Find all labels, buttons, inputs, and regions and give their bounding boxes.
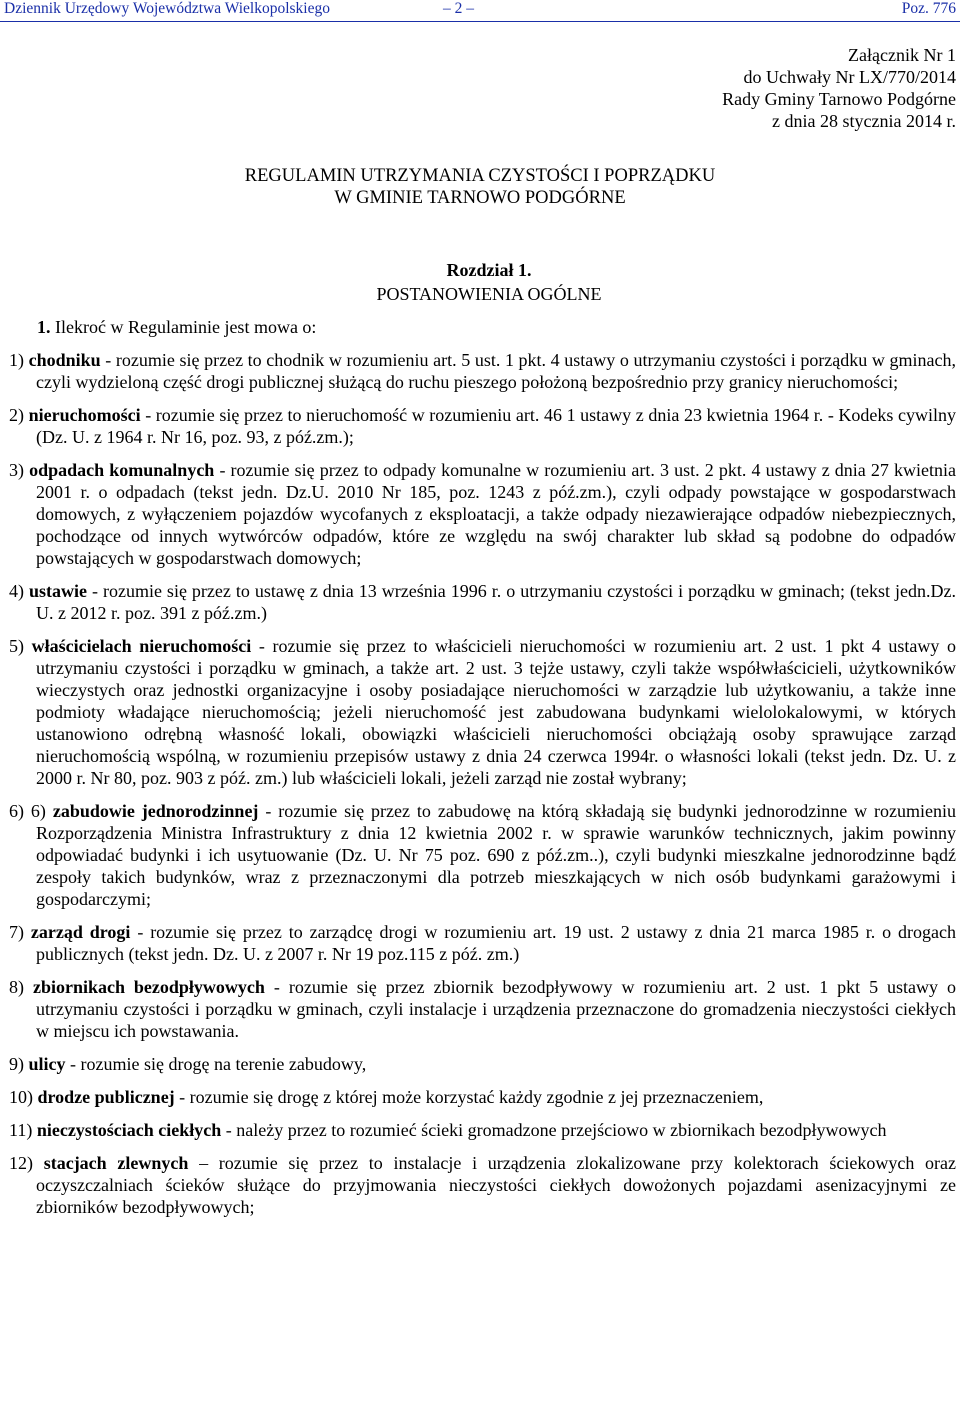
definition-number: 10) bbox=[9, 1087, 33, 1107]
definition-number: 9) bbox=[9, 1054, 24, 1074]
definition-term: zarząd drogi bbox=[30, 922, 131, 942]
definition-text: - rozumie się przez to właścicieli nieruchomości w rozumieniu art. 2 ust. 1 pkt 4 ustawy o utrzymaniu czystości i porządku w gminach, a także art. 2 ust. 3 tejże ustawy, czyli także współwłaścicieli, użytkowników wieczystych oraz jednostki organizacyjne i osoby posiadające nieruchomości w zarządzie lub użytkowaniu, a także inne podmioty władające nieruchomością; jeżeli nieruchomość jest zabudowana budynkami wielolokalowymi, w których ustanowiono odrębną własność lokali, obowiązki właścicieli nieruchomości obciążają osoby sprawujące zarząd nieruchomością wspólną, w rozumieniu przepisów ustawy z dnia 24 czerwca 1994r. o własności lokali (tekst jedn. Dz. U. z 2000 r. Nr 80, poz. 903 z póź. zm.) lub właścicieli lokali, jeżeli zarząd nie został wybrany; bbox=[36, 636, 957, 788]
definition-term: drodze publicznej bbox=[37, 1087, 175, 1107]
definition-text: - rozumie się przez to ustawę z dnia 13 września 1996 r. o utrzymaniu czystości i porządku w gminach; (tekst jedn.Dz. U. z 2012 r. poz. 391 z póź.zm.) bbox=[36, 581, 956, 623]
definition-term: chodniku bbox=[28, 350, 101, 370]
definition-text: - rozumie się przez to zarządcę drogi w rozumieniu art. 19 ust. 2 ustawy z dnia 21 marca 1985 r. o drogach publicznych (tekst jedn. Dz. U. z 2007 r. Nr 19 poz.115 z póź. zm.) bbox=[36, 922, 957, 964]
page-number: – 2 – bbox=[443, 0, 474, 17]
definition-item bbox=[0, 635, 960, 789]
journal-title: Dziennik Urzędowy Województwa Wielkopolskiego bbox=[4, 0, 330, 17]
definition-text: - rozumie się przez to chodnik w rozumieniu art. 5 ust. 1 pkt. 4 ustawy o utrzymaniu czystości i porządku w gminach, czyli wydzieloną część drogi publicznej służącą do ruchu pieszego położoną bezpośrednio przy granicy nieruchomości; bbox=[36, 350, 956, 392]
definition-item bbox=[0, 1119, 960, 1141]
page-header bbox=[0, 0, 960, 20]
definition-text: - należy przez to rozumieć ścieki gromadzone przejściowo w zbiornikach bezodpływowych bbox=[221, 1120, 887, 1140]
definition-text: - rozumie się drogę na terenie zabudowy, bbox=[65, 1054, 367, 1074]
definition-term: właścicielach nieruchomości bbox=[31, 636, 252, 656]
paragraph-number: 1. bbox=[37, 317, 51, 337]
paragraph-intro bbox=[37, 316, 316, 338]
definition-item bbox=[0, 1053, 960, 1075]
definition-number: 12) bbox=[9, 1153, 33, 1173]
definition-text: - rozumie się drogę z której może korzystać każdy zgodnie z jej przeznaczeniem, bbox=[174, 1087, 764, 1107]
chapter-name: POSTANOWIENIA OGÓLNE bbox=[376, 284, 602, 304]
definitions-list bbox=[0, 349, 960, 1229]
definition-item bbox=[0, 404, 960, 448]
definition-term: zabudowie jednorodzinnej bbox=[52, 801, 259, 821]
definition-number: 4) bbox=[9, 581, 24, 601]
definition-item bbox=[0, 921, 960, 965]
definition-text: - rozumie się przez to odpady komunalne w rozumieniu art. 3 ust. 2 pkt. 4 ustawy z dnia 27 kwietnia 2001 r. o odpadach (tekst jedn. Dz.U. 2010 Nr 185, poz. 1243 z póź.zm.), czyli odpady powstające w gospodarstwach domowych, z wyłączeniem pojazdów wycofanych z eksploatacji, a także odpady niezawierające odpadów niebezpiecznych, pochodzące od innych wytwórców odpadów, które ze względu na swój charakter lub skład są podobne do odpadów powstających w gospodarstwach domowych; bbox=[36, 460, 957, 568]
definition-number: 6) 6) bbox=[9, 801, 46, 821]
definition-term: ustawie bbox=[29, 581, 87, 601]
definition-item bbox=[0, 1152, 960, 1218]
attachment-line: z dnia 28 stycznia 2014 r. bbox=[772, 111, 956, 131]
document-title bbox=[0, 165, 960, 209]
definition-item bbox=[0, 459, 960, 569]
definition-item bbox=[0, 800, 960, 910]
definition-text: - rozumie się przez to nieruchomość w rozumieniu art. 46 1 ustawy z dnia 23 kwietnia 1964 r. - Kodeks cywilny (Dz. U. z 1964 r. Nr 16, poz. 93, z póź.zm.); bbox=[36, 405, 956, 447]
title-line: REGULAMIN UTRZYMANIA CZYSTOŚCI I POPRZĄDKU bbox=[244, 166, 716, 186]
position-number: Poz. 776 bbox=[901, 0, 956, 17]
attachment-note bbox=[722, 44, 956, 132]
definition-term: nieczystościach ciekłych bbox=[36, 1120, 222, 1140]
definition-item bbox=[0, 349, 960, 393]
definition-term: zbiornikach bezodpływowych bbox=[32, 977, 265, 997]
attachment-line: Rady Gminy Tarnowo Podgórne bbox=[722, 89, 956, 109]
header-divider bbox=[0, 21, 960, 22]
definition-term: stacjach zlewnych bbox=[43, 1153, 189, 1173]
definition-number: 1) bbox=[9, 350, 24, 370]
paragraph-intro-text: Ilekroć w Regulaminie jest mowa o: bbox=[50, 317, 317, 337]
definition-number: 7) bbox=[9, 922, 24, 942]
attachment-line: Załącznik Nr 1 bbox=[848, 45, 956, 65]
definition-item bbox=[0, 976, 960, 1042]
definition-number: 8) bbox=[9, 977, 24, 997]
definition-term: nieruchomości bbox=[28, 405, 141, 425]
chapter-number: Rozdział 1. bbox=[446, 260, 532, 280]
definition-number: 3) bbox=[9, 460, 24, 480]
definition-text: – rozumie się przez to instalacje i urządzenia zlokalizowane przy kolektorach ściekowych oraz oczyszczalniach ścieków służące do przyjmowania nieczystości ciekłych dowożonych pojazdami asenizacyjnymi ze zbiorników bezodpływowych; bbox=[36, 1153, 957, 1217]
definition-number: 5) bbox=[9, 636, 24, 656]
definition-term: ulicy bbox=[28, 1054, 66, 1074]
definition-number: 11) bbox=[9, 1120, 33, 1140]
attachment-line: do Uchwały Nr LX/770/2014 bbox=[743, 67, 956, 87]
chapter-heading bbox=[0, 258, 960, 306]
definition-item bbox=[0, 1086, 960, 1108]
title-line: W GMINIE TARNOWO PODGÓRNE bbox=[334, 188, 626, 208]
definition-text: - rozumie się przez zbiornik bezodpływowy w rozumieniu art. 2 ust. 1 pkt 5 ustawy o utrzymaniu czystości i porządku w gminach, czyli instalacje i urządzenia przeznaczone do gromadzenia nieczystości ciekłych w miejscu ich powstawania. bbox=[36, 977, 956, 1041]
definition-text: - rozumie się przez to zabudowę na którą składają się budynki jednorodzinne w rozumieniu Rozporządzenia Ministra Infrastruktury z dnia 12 kwietnia 2002 r. w sprawie warunków technicznych, jakim powinny odpowiadać budynki i ich usytuowanie (Dz. U. Nr 75 poz. 690 z póź.zm..), czyli budynki mieszkalne jednorodzinne bądź zespoły takich budynków, wraz z przeznaczonymi dla potrzeb mieszkających w nich osób budynkami garażowymi i gospodarczymi; bbox=[36, 801, 957, 909]
definition-term: odpadach komunalnych bbox=[29, 460, 215, 480]
definition-item bbox=[0, 580, 960, 624]
definition-number: 2) bbox=[9, 405, 24, 425]
